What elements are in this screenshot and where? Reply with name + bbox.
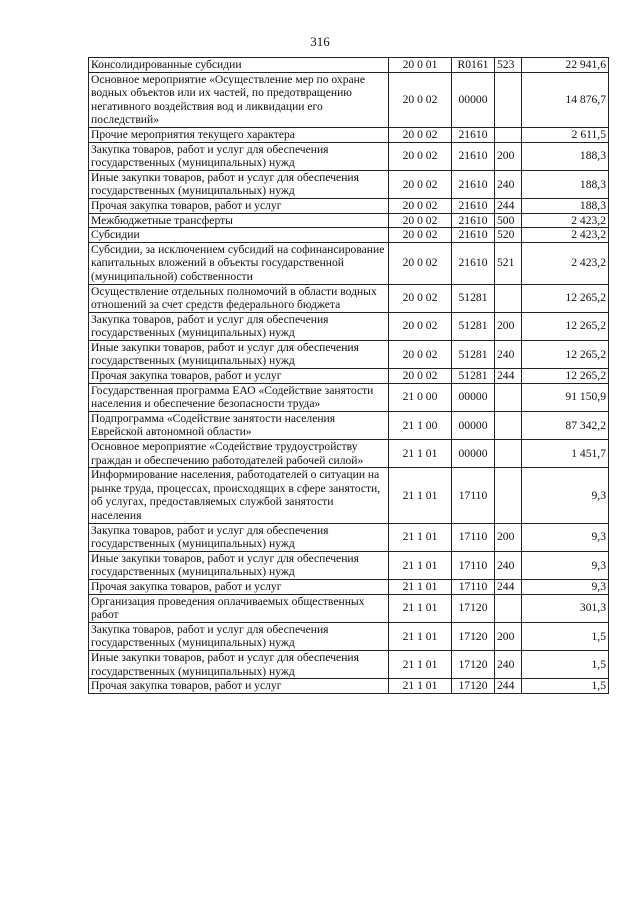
table-row <box>89 622 609 650</box>
table-row <box>89 312 609 340</box>
row-sum-cell: 12 265,2 <box>522 312 609 340</box>
row-sum-cell: 1,5 <box>522 679 609 694</box>
row-name-cell: Прочая закупка товаров, работ и услуг <box>89 198 389 213</box>
row-article-code-cell: 21610 <box>452 170 495 198</box>
row-name-cell: Прочая закупка товаров, работ и услуг <box>89 369 389 384</box>
row-program-code-cell: 20 0 02 <box>389 340 452 368</box>
row-expense-kind-cell: 244 <box>495 198 522 213</box>
row-program-code-cell: 21 1 01 <box>389 594 452 622</box>
row-name-cell: Основное мероприятие «Содействие трудоустройству граждан и обеспечению работодателей рабочей силой» <box>89 440 389 468</box>
row-expense-kind-cell <box>495 594 522 622</box>
table-row <box>89 58 609 73</box>
table-row <box>89 383 609 411</box>
row-program-code-cell: 20 0 02 <box>389 170 452 198</box>
row-name-cell: Прочая закупка товаров, работ и услуг <box>89 579 389 594</box>
row-article-code-cell: 17110 <box>452 523 495 551</box>
row-program-code-cell: 21 0 00 <box>389 383 452 411</box>
row-program-code-cell: 21 1 01 <box>389 468 452 523</box>
row-name-cell: Иные закупки товаров, работ и услуг для обеспечения государственных (муниципальных) нужд <box>89 170 389 198</box>
row-expense-kind-cell <box>495 127 522 142</box>
row-name-cell: Закупка товаров, работ и услуг для обеспечения государственных (муниципальных) нужд <box>89 142 389 170</box>
row-article-code-cell: 00000 <box>452 440 495 468</box>
table-row <box>89 594 609 622</box>
row-sum-cell: 14 876,7 <box>522 72 609 127</box>
row-program-code-cell: 21 1 00 <box>389 411 452 439</box>
row-name-cell: Иные закупки товаров, работ и услуг для обеспечения государственных (муниципальных) нужд <box>89 650 389 678</box>
table-row <box>89 579 609 594</box>
table-row <box>89 242 609 284</box>
row-program-code-cell: 21 1 01 <box>389 440 452 468</box>
row-program-code-cell: 21 1 01 <box>389 650 452 678</box>
row-article-code-cell: 17120 <box>452 594 495 622</box>
row-article-code-cell: 17110 <box>452 579 495 594</box>
table-row <box>89 523 609 551</box>
row-expense-kind-cell: 200 <box>495 312 522 340</box>
row-expense-kind-cell <box>495 284 522 312</box>
row-name-cell: Прочая закупка товаров, работ и услуг <box>89 679 389 694</box>
table-row <box>89 127 609 142</box>
row-sum-cell: 2 423,2 <box>522 213 609 228</box>
row-expense-kind-cell <box>495 411 522 439</box>
row-expense-kind-cell <box>495 440 522 468</box>
row-name-cell: Прочие мероприятия текущего характера <box>89 127 389 142</box>
row-article-code-cell: 17120 <box>452 650 495 678</box>
row-article-code-cell: 17110 <box>452 551 495 579</box>
table-row <box>89 369 609 384</box>
row-program-code-cell: 21 1 01 <box>389 551 452 579</box>
row-expense-kind-cell: 244 <box>495 369 522 384</box>
row-name-cell: Субсидии <box>89 228 389 243</box>
row-expense-kind-cell: 520 <box>495 228 522 243</box>
row-name-cell: Закупка товаров, работ и услуг для обеспечения государственных (муниципальных) нужд <box>89 622 389 650</box>
row-expense-kind-cell: 240 <box>495 551 522 579</box>
row-expense-kind-cell: 200 <box>495 142 522 170</box>
row-name-cell: Иные закупки товаров, работ и услуг для обеспечения государственных (муниципальных) нужд <box>89 340 389 368</box>
table-row <box>89 284 609 312</box>
row-article-code-cell: 51281 <box>452 369 495 384</box>
row-expense-kind-cell: 240 <box>495 650 522 678</box>
page-number: 316 <box>310 34 330 49</box>
budget-table <box>88 57 609 694</box>
row-sum-cell: 301,3 <box>522 594 609 622</box>
row-expense-kind-cell: 240 <box>495 170 522 198</box>
row-program-code-cell: 20 0 02 <box>389 198 452 213</box>
row-expense-kind-cell: 240 <box>495 340 522 368</box>
row-name-cell: Межбюджетные трансферты <box>89 213 389 228</box>
row-name-cell: Осуществление отдельных полномочий в области водных отношений за счет средств федерального бюджета <box>89 284 389 312</box>
row-sum-cell: 188,3 <box>522 198 609 213</box>
table-row <box>89 468 609 523</box>
row-name-cell: Основное мероприятие «Осуществление мер по охране водных объектов или их частей, по предотвращению негативного воздействия вод и ликвидации его последствий» <box>89 72 389 127</box>
row-sum-cell: 12 265,2 <box>522 340 609 368</box>
row-sum-cell: 1,5 <box>522 650 609 678</box>
row-program-code-cell: 21 1 01 <box>389 523 452 551</box>
row-program-code-cell: 20 0 02 <box>389 72 452 127</box>
row-article-code-cell: R0161 <box>452 58 495 73</box>
row-sum-cell: 188,3 <box>522 142 609 170</box>
row-article-code-cell: 00000 <box>452 72 495 127</box>
row-sum-cell: 87 342,2 <box>522 411 609 439</box>
row-name-cell: Закупка товаров, работ и услуг для обеспечения государственных (муниципальных) нужд <box>89 312 389 340</box>
row-article-code-cell: 17120 <box>452 622 495 650</box>
table-row <box>89 679 609 694</box>
row-article-code-cell: 21610 <box>452 213 495 228</box>
row-article-code-cell: 21610 <box>452 242 495 284</box>
row-sum-cell: 9,3 <box>522 551 609 579</box>
row-program-code-cell: 20 0 02 <box>389 142 452 170</box>
row-sum-cell: 91 150,9 <box>522 383 609 411</box>
row-sum-cell: 9,3 <box>522 468 609 523</box>
row-article-code-cell: 21610 <box>452 228 495 243</box>
row-name-cell: Закупка товаров, работ и услуг для обеспечения государственных (муниципальных) нужд <box>89 523 389 551</box>
row-article-code-cell: 21610 <box>452 198 495 213</box>
row-article-code-cell: 51281 <box>452 340 495 368</box>
table-row <box>89 72 609 127</box>
row-sum-cell: 9,3 <box>522 523 609 551</box>
row-article-code-cell: 17120 <box>452 679 495 694</box>
row-article-code-cell: 51281 <box>452 284 495 312</box>
row-sum-cell: 188,3 <box>522 170 609 198</box>
table-row <box>89 440 609 468</box>
row-name-cell: Иные закупки товаров, работ и услуг для обеспечения государственных (муниципальных) нужд <box>89 551 389 579</box>
row-expense-kind-cell <box>495 468 522 523</box>
row-program-code-cell: 20 0 02 <box>389 228 452 243</box>
row-name-cell: Подпрограмма «Содействие занятости населения Еврейской автономной области» <box>89 411 389 439</box>
table-row <box>89 213 609 228</box>
row-program-code-cell: 20 0 02 <box>389 284 452 312</box>
row-sum-cell: 12 265,2 <box>522 284 609 312</box>
row-sum-cell: 12 265,2 <box>522 369 609 384</box>
row-name-cell: Организация проведения оплачиваемых общественных работ <box>89 594 389 622</box>
row-program-code-cell: 20 0 02 <box>389 242 452 284</box>
table-row <box>89 650 609 678</box>
table-row <box>89 411 609 439</box>
row-article-code-cell: 21610 <box>452 142 495 170</box>
row-expense-kind-cell <box>495 383 522 411</box>
row-program-code-cell: 21 1 01 <box>389 579 452 594</box>
row-sum-cell: 9,3 <box>522 579 609 594</box>
row-sum-cell: 1,5 <box>522 622 609 650</box>
row-sum-cell: 2 423,2 <box>522 228 609 243</box>
row-expense-kind-cell: 200 <box>495 622 522 650</box>
row-expense-kind-cell: 500 <box>495 213 522 228</box>
table-row <box>89 340 609 368</box>
row-name-cell: Субсидии, за исключением субсидий на софинансирование капитальных вложений в объекты государственной (муниципальной) собственности <box>89 242 389 284</box>
row-program-code-cell: 21 1 01 <box>389 622 452 650</box>
row-expense-kind-cell: 521 <box>495 242 522 284</box>
table-row <box>89 551 609 579</box>
row-sum-cell: 1 451,7 <box>522 440 609 468</box>
table-row <box>89 198 609 213</box>
row-article-code-cell: 17110 <box>452 468 495 523</box>
row-program-code-cell: 20 0 02 <box>389 127 452 142</box>
row-expense-kind-cell: 244 <box>495 579 522 594</box>
row-article-code-cell: 00000 <box>452 383 495 411</box>
row-expense-kind-cell: 523 <box>495 58 522 73</box>
budget-table-body <box>89 58 609 694</box>
row-name-cell: Консолидированные субсидии <box>89 58 389 73</box>
row-expense-kind-cell <box>495 72 522 127</box>
row-program-code-cell: 20 0 01 <box>389 58 452 73</box>
table-row <box>89 228 609 243</box>
table-row <box>89 170 609 198</box>
row-sum-cell: 2 611,5 <box>522 127 609 142</box>
row-name-cell: Государственная программа ЕАО «Содействие занятости населения и обеспечение безопасности труда» <box>89 383 389 411</box>
row-article-code-cell: 51281 <box>452 312 495 340</box>
row-name-cell: Информирование населения, работодателей о ситуации на рынке труда, процессах, происходящих в сфере занятости, об услугах, предоставляемых службой занятости населения <box>89 468 389 523</box>
row-sum-cell: 22 941,6 <box>522 58 609 73</box>
row-program-code-cell: 20 0 02 <box>389 213 452 228</box>
row-article-code-cell: 21610 <box>452 127 495 142</box>
row-program-code-cell: 21 1 01 <box>389 679 452 694</box>
row-expense-kind-cell: 244 <box>495 679 522 694</box>
row-program-code-cell: 20 0 02 <box>389 369 452 384</box>
row-program-code-cell: 20 0 02 <box>389 312 452 340</box>
table-row <box>89 142 609 170</box>
row-article-code-cell: 00000 <box>452 411 495 439</box>
row-expense-kind-cell: 200 <box>495 523 522 551</box>
row-sum-cell: 2 423,2 <box>522 242 609 284</box>
